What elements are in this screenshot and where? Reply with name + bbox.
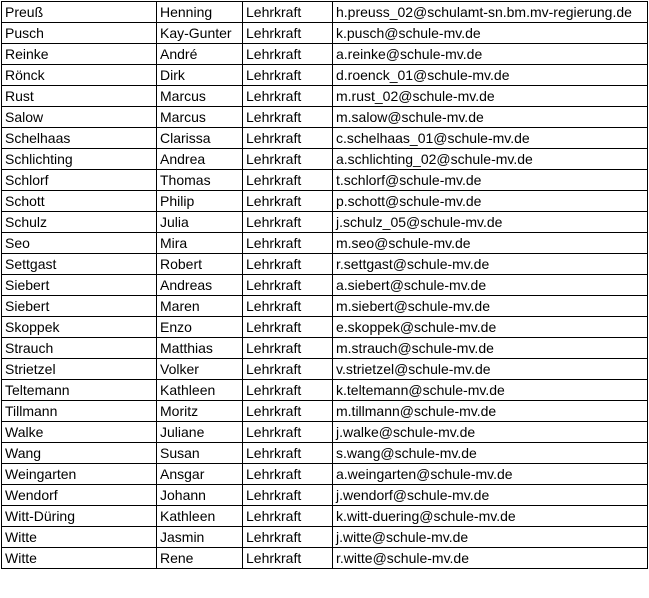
role-cell[interactable]: Lehrkraft: [243, 443, 333, 464]
table-row: [2, 107, 648, 128]
last-name-cell[interactable]: Witte: [2, 527, 157, 548]
email-cell[interactable]: a.reinke@schule-mv.de: [333, 44, 648, 65]
role-cell[interactable]: Lehrkraft: [243, 2, 333, 23]
email-cell[interactable]: r.witte@schule-mv.de: [333, 548, 648, 569]
first-name-cell[interactable]: Moritz: [157, 401, 243, 422]
table-row: [2, 149, 648, 170]
first-name-cell[interactable]: Marcus: [157, 86, 243, 107]
email-cell[interactable]: j.wendorf@schule-mv.de: [333, 485, 648, 506]
table-row: [2, 422, 648, 443]
first-name-cell[interactable]: Matthias: [157, 338, 243, 359]
email-cell[interactable]: m.seo@schule-mv.de: [333, 233, 648, 254]
email-cell[interactable]: p.schott@schule-mv.de: [333, 191, 648, 212]
last-name-cell[interactable]: Witt-Düring: [2, 506, 157, 527]
first-name-cell[interactable]: Kay-Gunter: [157, 23, 243, 44]
role-cell[interactable]: Lehrkraft: [243, 464, 333, 485]
table-row: [2, 23, 648, 44]
first-name-cell[interactable]: Kathleen: [157, 380, 243, 401]
last-name-cell[interactable]: Seo: [2, 233, 157, 254]
first-name-cell[interactable]: Dirk: [157, 65, 243, 86]
last-name-cell[interactable]: Schott: [2, 191, 157, 212]
email-cell[interactable]: t.schlorf@schule-mv.de: [333, 170, 648, 191]
table-row: [2, 548, 648, 569]
table-row: [2, 128, 648, 149]
last-name-cell[interactable]: Settgast: [2, 254, 157, 275]
first-name-cell[interactable]: Henning: [157, 2, 243, 23]
table-row: [2, 86, 648, 107]
role-cell[interactable]: Lehrkraft: [243, 296, 333, 317]
last-name-cell[interactable]: Tillmann: [2, 401, 157, 422]
role-cell[interactable]: Lehrkraft: [243, 401, 333, 422]
table-row: [2, 296, 648, 317]
last-name-cell[interactable]: Walke: [2, 422, 157, 443]
role-cell[interactable]: Lehrkraft: [243, 317, 333, 338]
last-name-cell[interactable]: Schelhaas: [2, 128, 157, 149]
first-name-cell[interactable]: Marcus: [157, 107, 243, 128]
first-name-cell[interactable]: Maren: [157, 296, 243, 317]
role-cell[interactable]: Lehrkraft: [243, 527, 333, 548]
first-name-cell[interactable]: Juliane: [157, 422, 243, 443]
email-cell[interactable]: s.wang@schule-mv.de: [333, 443, 648, 464]
role-cell[interactable]: Lehrkraft: [243, 86, 333, 107]
email-cell[interactable]: a.siebert@schule-mv.de: [333, 275, 648, 296]
email-cell[interactable]: a.schlichting_02@schule-mv.de: [333, 149, 648, 170]
role-cell[interactable]: Lehrkraft: [243, 149, 333, 170]
role-cell[interactable]: Lehrkraft: [243, 275, 333, 296]
role-cell[interactable]: Lehrkraft: [243, 128, 333, 149]
table-row: [2, 527, 648, 548]
first-name-cell[interactable]: Thomas: [157, 170, 243, 191]
last-name-cell[interactable]: Reinke: [2, 44, 157, 65]
role-cell[interactable]: Lehrkraft: [243, 548, 333, 569]
first-name-cell[interactable]: Mira: [157, 233, 243, 254]
email-cell[interactable]: k.witt-duering@schule-mv.de: [333, 506, 648, 527]
table-row: [2, 443, 648, 464]
first-name-cell[interactable]: Jasmin: [157, 527, 243, 548]
table-row: [2, 65, 648, 86]
role-cell[interactable]: Lehrkraft: [243, 23, 333, 44]
table-row: [2, 401, 648, 422]
table-row: [2, 275, 648, 296]
email-cell[interactable]: a.weingarten@schule-mv.de: [333, 464, 648, 485]
email-cell[interactable]: m.tillmann@schule-mv.de: [333, 401, 648, 422]
role-cell[interactable]: Lehrkraft: [243, 338, 333, 359]
email-cell[interactable]: j.witte@schule-mv.de: [333, 527, 648, 548]
last-name-cell[interactable]: Teltemann: [2, 380, 157, 401]
role-cell[interactable]: Lehrkraft: [243, 65, 333, 86]
first-name-cell[interactable]: Susan: [157, 443, 243, 464]
last-name-cell[interactable]: Weingarten: [2, 464, 157, 485]
first-name-cell[interactable]: Philip: [157, 191, 243, 212]
first-name-cell[interactable]: Andreas: [157, 275, 243, 296]
first-name-cell[interactable]: Robert: [157, 254, 243, 275]
email-cell[interactable]: d.roenck_01@schule-mv.de: [333, 65, 648, 86]
table-row: [2, 359, 648, 380]
first-name-cell[interactable]: Johann: [157, 485, 243, 506]
first-name-cell[interactable]: Clarissa: [157, 128, 243, 149]
last-name-cell[interactable]: Salow: [2, 107, 157, 128]
email-cell[interactable]: v.strietzel@schule-mv.de: [333, 359, 648, 380]
staff-table: [1, 1, 648, 569]
table-row: [2, 464, 648, 485]
role-cell[interactable]: Lehrkraft: [243, 380, 333, 401]
email-cell[interactable]: m.siebert@schule-mv.de: [333, 296, 648, 317]
role-cell[interactable]: Lehrkraft: [243, 506, 333, 527]
email-cell[interactable]: r.settgast@schule-mv.de: [333, 254, 648, 275]
table-row: [2, 506, 648, 527]
table-row: [2, 191, 648, 212]
table-row: [2, 170, 648, 191]
email-cell[interactable]: h.preuss_02@schulamt-sn.bm.mv-regierung.de: [333, 2, 648, 23]
first-name-cell[interactable]: Ansgar: [157, 464, 243, 485]
last-name-cell[interactable]: Strietzel: [2, 359, 157, 380]
first-name-cell[interactable]: Andrea: [157, 149, 243, 170]
table-row: [2, 233, 648, 254]
table-row: [2, 212, 648, 233]
table-row: [2, 338, 648, 359]
email-cell[interactable]: m.rust_02@schule-mv.de: [333, 86, 648, 107]
last-name-cell[interactable]: Wendorf: [2, 485, 157, 506]
last-name-cell[interactable]: Preuß: [2, 2, 157, 23]
role-cell[interactable]: Lehrkraft: [243, 359, 333, 380]
last-name-cell[interactable]: Rönck: [2, 65, 157, 86]
role-cell[interactable]: Lehrkraft: [243, 44, 333, 65]
table-row: [2, 317, 648, 338]
role-cell[interactable]: Lehrkraft: [243, 107, 333, 128]
first-name-cell[interactable]: Julia: [157, 212, 243, 233]
table-row: [2, 254, 648, 275]
first-name-cell[interactable]: Kathleen: [157, 506, 243, 527]
table-row: [2, 485, 648, 506]
first-name-cell[interactable]: Rene: [157, 548, 243, 569]
last-name-cell[interactable]: Rust: [2, 86, 157, 107]
last-name-cell[interactable]: Skoppek: [2, 317, 157, 338]
email-cell[interactable]: m.salow@schule-mv.de: [333, 107, 648, 128]
last-name-cell[interactable]: Schulz: [2, 212, 157, 233]
last-name-cell[interactable]: Siebert: [2, 275, 157, 296]
email-cell[interactable]: m.strauch@schule-mv.de: [333, 338, 648, 359]
table-row: [2, 2, 648, 23]
role-cell[interactable]: Lehrkraft: [243, 191, 333, 212]
role-cell[interactable]: Lehrkraft: [243, 254, 333, 275]
last-name-cell[interactable]: Strauch: [2, 338, 157, 359]
first-name-cell[interactable]: Volker: [157, 359, 243, 380]
role-cell[interactable]: Lehrkraft: [243, 485, 333, 506]
email-cell[interactable]: c.schelhaas_01@schule-mv.de: [333, 128, 648, 149]
role-cell[interactable]: Lehrkraft: [243, 233, 333, 254]
role-cell[interactable]: Lehrkraft: [243, 170, 333, 191]
last-name-cell[interactable]: Pusch: [2, 23, 157, 44]
email-cell[interactable]: j.schulz_05@schule-mv.de: [333, 212, 648, 233]
last-name-cell[interactable]: Schlichting: [2, 149, 157, 170]
last-name-cell[interactable]: Siebert: [2, 296, 157, 317]
role-cell[interactable]: Lehrkraft: [243, 422, 333, 443]
first-name-cell[interactable]: Enzo: [157, 317, 243, 338]
first-name-cell[interactable]: André: [157, 44, 243, 65]
table-row: [2, 380, 648, 401]
last-name-cell[interactable]: Witte: [2, 548, 157, 569]
last-name-cell[interactable]: Schlorf: [2, 170, 157, 191]
email-cell[interactable]: j.walke@schule-mv.de: [333, 422, 648, 443]
email-cell[interactable]: e.skoppek@schule-mv.de: [333, 317, 648, 338]
staff-table-body: [2, 2, 648, 569]
role-cell[interactable]: Lehrkraft: [243, 212, 333, 233]
last-name-cell[interactable]: Wang: [2, 443, 157, 464]
email-cell[interactable]: k.teltemann@schule-mv.de: [333, 380, 648, 401]
email-cell[interactable]: k.pusch@schule-mv.de: [333, 23, 648, 44]
table-row: [2, 44, 648, 65]
